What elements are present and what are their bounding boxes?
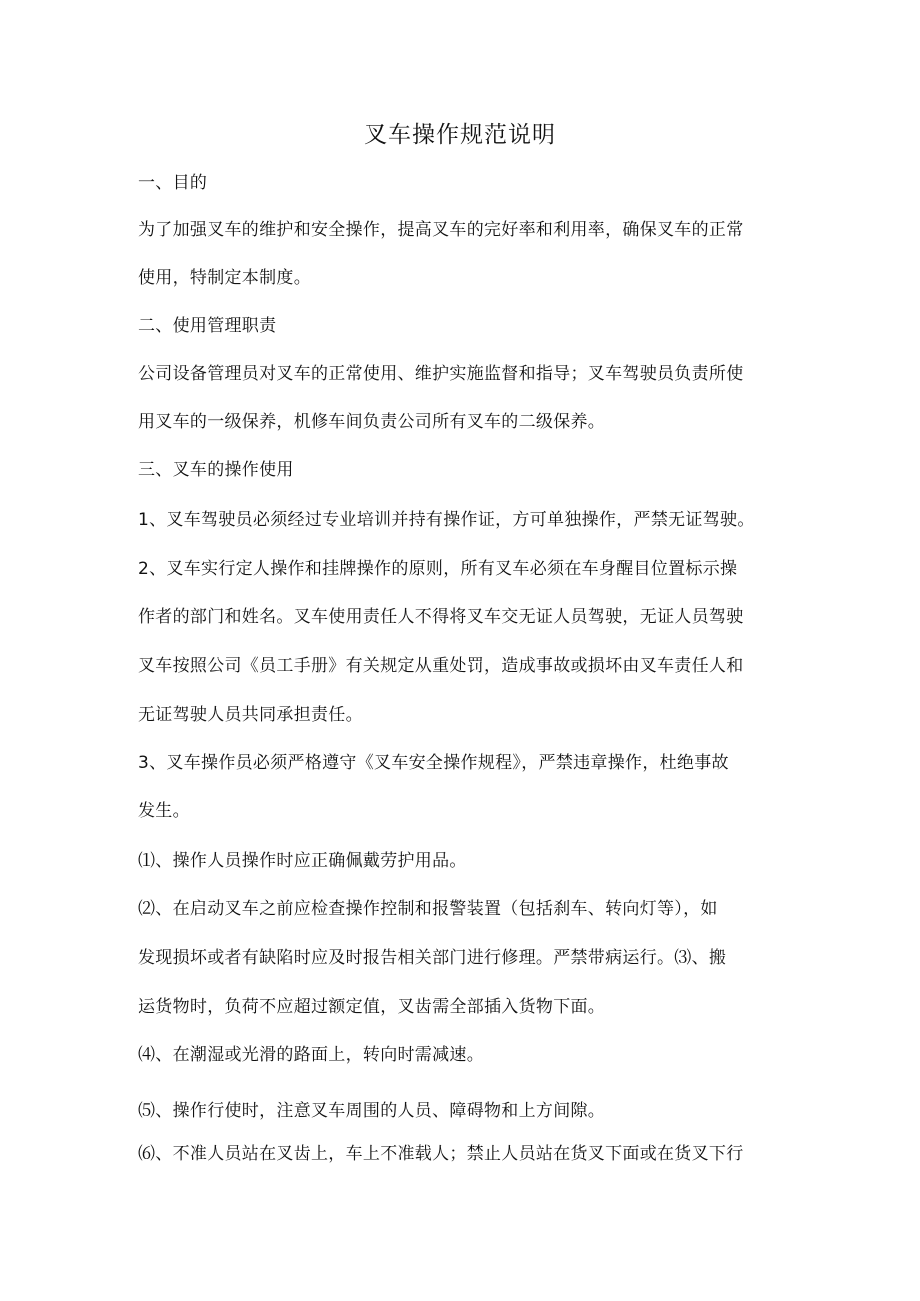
section-heading-operation: 三、叉车的操作使用 [138,460,294,480]
paragraph-line: 为了加强叉车的维护和安全操作，提高叉车的完好率和利用率，确保叉车的正常 [138,220,744,240]
list-item-line: 作者的部门和姓名。叉车使用责任人不得将叉车交无证人员驾驶，无证人员驾驶 [138,607,744,627]
section-heading-responsibilities: 二、使用管理职责 [138,316,277,336]
sub-item-line: ⑸、操作行使时，注意叉车周围的人员、障碍物和上方间隙。 [138,1101,606,1121]
sub-item-line: ⑹、不准人员站在叉齿上，车上不准载人；禁止人员站在货叉下面或在货叉下行 [138,1144,744,1164]
list-item-line: 发生。 [138,801,190,821]
section-heading-purpose: 一、目的 [138,173,208,193]
list-item-line: 无证驾驶人员共同承担责任。 [138,705,363,725]
document-title: 叉车操作规范说明 [364,122,556,148]
list-item-line: 1、叉车驾驶员必须经过专业培训并持有操作证，方可单独操作，严禁无证驾驶。 [138,510,755,530]
sub-item-line: ⑴、操作人员操作时应正确佩戴劳护用品。 [138,851,467,871]
paragraph-line: 公司设备管理员对叉车的正常使用、维护实施监督和指导；叉车驾驶员负责所使 [138,364,744,384]
sub-item-line: ⑵、在启动叉车之前应检查操作控制和报警装置（包括刹车、转向灯等），如 [138,899,718,919]
sub-item-line: ⑷、在潮湿或光滑的路面上，转向时需减速。 [138,1045,484,1065]
sub-item-line: 运货物时，负荷不应超过额定值，叉齿需全部插入货物下面。 [138,997,606,1017]
list-item-line: 2、叉车实行定人操作和挂牌操作的原则，所有叉车必须在车身醒目位置标示操 [138,559,738,579]
list-item-line: 3、叉车操作员必须严格遵守《叉车安全操作规程》，严禁违章操作，杜绝事故 [138,753,729,773]
list-item-line: 叉车按照公司《员工手册》有关规定从重处罚，造成事故或损坏由叉车责任人和 [138,656,744,676]
sub-item-line: 发现损坏或者有缺陷时应及时报告相关部门进行修理。严禁带病运行。⑶、搬 [138,948,727,968]
paragraph-line: 用叉车的一级保养，机修车间负责公司所有叉车的二级保养。 [138,412,606,432]
paragraph-line: 使用，特制定本制度。 [138,268,311,288]
